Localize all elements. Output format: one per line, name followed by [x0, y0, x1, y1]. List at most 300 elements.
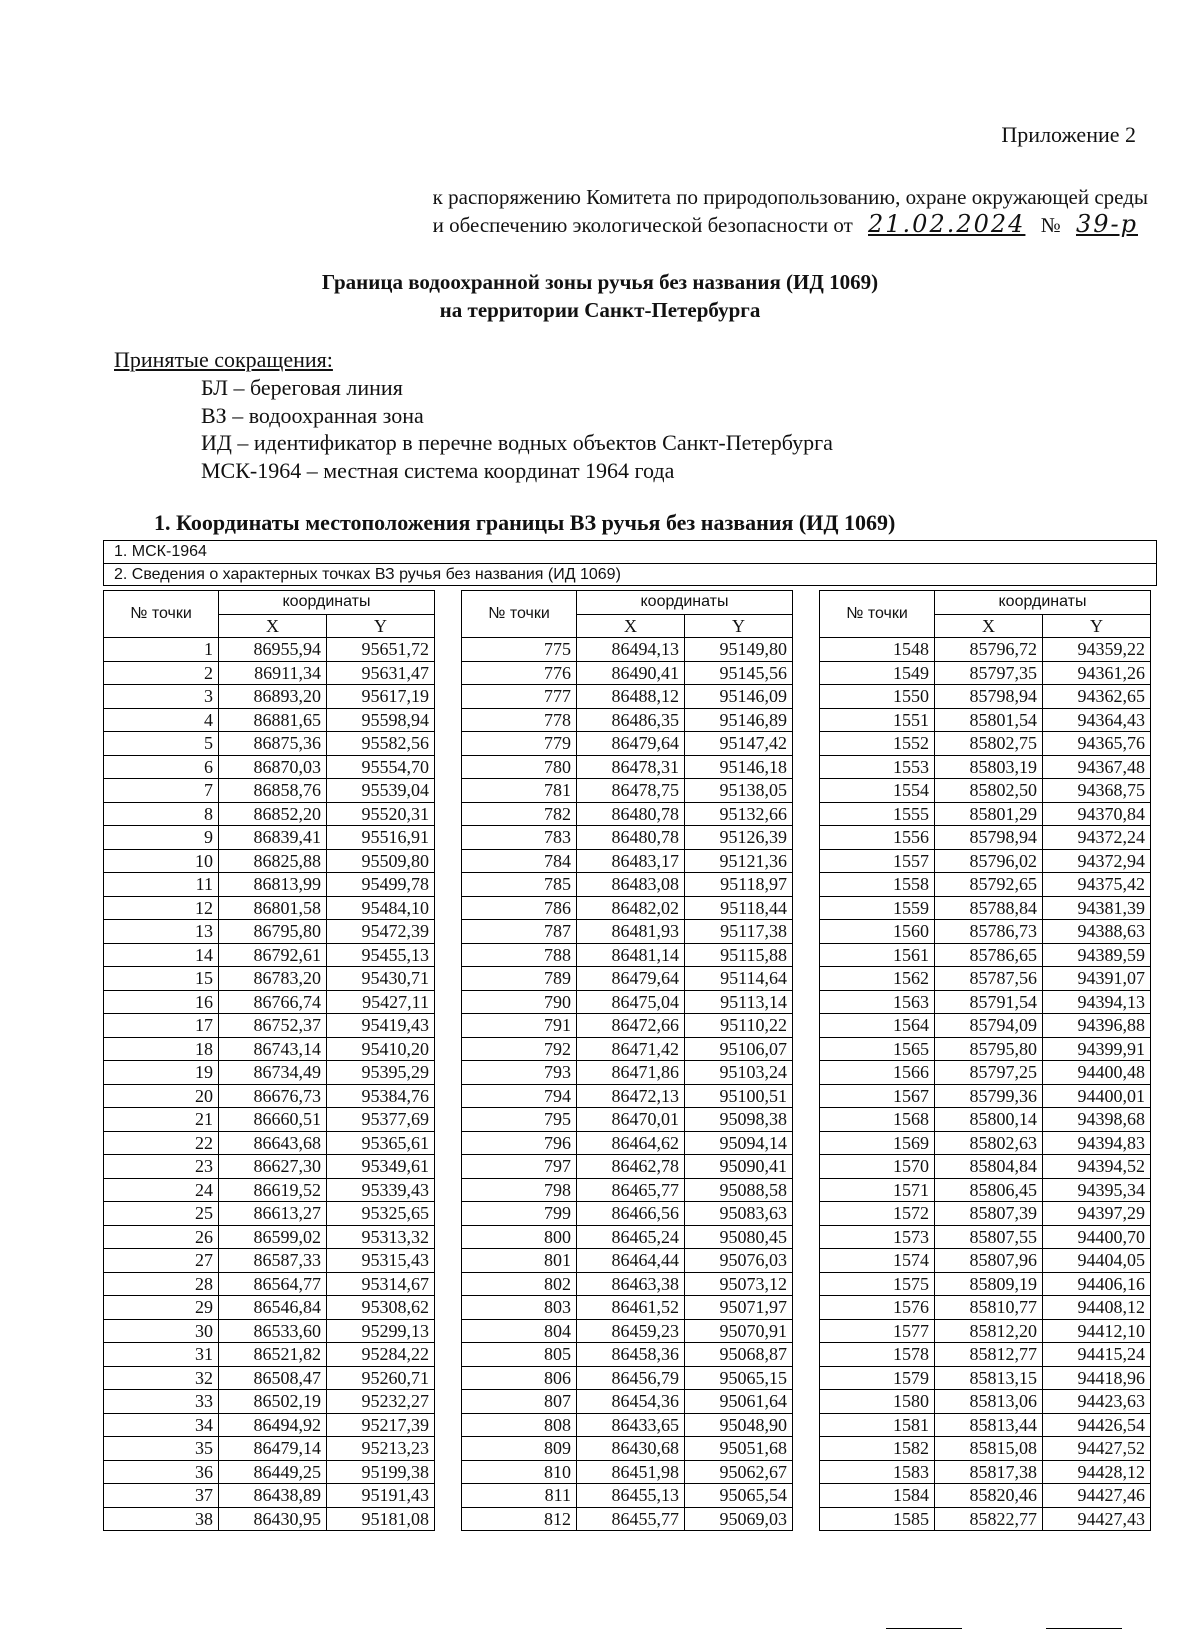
y-coordinate-cell: 95520,31: [327, 802, 435, 826]
y-coordinate-cell: 95260,71: [327, 1366, 435, 1390]
y-coordinate-cell: 94397,29: [1043, 1202, 1151, 1226]
x-coordinate-cell: 86795,80: [219, 920, 327, 944]
point-number-cell: 1564: [820, 1014, 935, 1038]
point-number-cell: 793: [462, 1061, 577, 1085]
y-coordinate-cell: 95071,97: [685, 1296, 793, 1320]
order-line-2-text: и обеспечению экологической безопасности от: [432, 213, 853, 237]
x-coordinate-cell: 85787,56: [935, 967, 1043, 991]
abbreviation-item: БЛ – береговая линия: [201, 375, 403, 400]
x-coordinate-cell: 86766,74: [219, 990, 327, 1014]
y-coordinate-cell: 94394,83: [1043, 1131, 1151, 1155]
x-coordinate-cell: 86627,30: [219, 1155, 327, 1179]
point-number-cell: 794: [462, 1084, 577, 1108]
x-coordinate-cell: 85794,09: [935, 1014, 1043, 1038]
y-coordinate-cell: 95083,63: [685, 1202, 793, 1226]
y-coordinate-cell: 95117,38: [685, 920, 793, 944]
x-column-header: X: [577, 614, 685, 638]
x-coordinate-cell: 86459,23: [577, 1319, 685, 1343]
order-line-2: [433, 211, 1148, 239]
coords-column-header: координаты: [935, 591, 1151, 615]
x-coordinate-cell: 86480,78: [577, 802, 685, 826]
x-column-header: X: [935, 614, 1043, 638]
x-coordinate-cell: 86465,77: [577, 1178, 685, 1202]
y-coordinate-cell: 94415,24: [1043, 1343, 1151, 1367]
x-coordinate-cell: 86455,13: [577, 1484, 685, 1508]
y-coordinate-cell: 94423,63: [1043, 1390, 1151, 1414]
x-coordinate-cell: 86801,58: [219, 896, 327, 920]
y-coordinate-cell: 95061,64: [685, 1390, 793, 1414]
table-row: [820, 1484, 1151, 1508]
point-number-cell: 1568: [820, 1108, 935, 1132]
y-coordinate-cell: 95499,78: [327, 873, 435, 897]
x-coordinate-cell: 86472,13: [577, 1084, 685, 1108]
x-coordinate-cell: 85807,39: [935, 1202, 1043, 1226]
point-column-header: № точки: [104, 591, 219, 638]
x-coordinate-cell: 86483,08: [577, 873, 685, 897]
table-row: [104, 1413, 435, 1437]
table-row: [820, 1460, 1151, 1484]
x-coordinate-cell: 86438,89: [219, 1484, 327, 1508]
table-row: [104, 1272, 435, 1296]
x-coordinate-cell: 86456,79: [577, 1366, 685, 1390]
table-row: [820, 849, 1151, 873]
x-coordinate-cell: 85795,80: [935, 1037, 1043, 1061]
point-number-cell: 1582: [820, 1437, 935, 1461]
x-coordinate-cell: 86613,27: [219, 1202, 327, 1226]
point-number-cell: 810: [462, 1460, 577, 1484]
title-line-2: на территории Санкт-Петербурга: [439, 298, 761, 322]
footer-rule: [1046, 1628, 1122, 1629]
point-number-cell: 811: [462, 1484, 577, 1508]
y-coordinate-cell: 95145,56: [685, 661, 793, 685]
table-row: [104, 1460, 435, 1484]
y-coordinate-cell: 95308,62: [327, 1296, 435, 1320]
y-coordinate-cell: 94400,01: [1043, 1084, 1151, 1108]
x-coordinate-cell: 86743,14: [219, 1037, 327, 1061]
table-row: [820, 685, 1151, 709]
y-coordinate-cell: 94396,88: [1043, 1014, 1151, 1038]
point-number-cell: 1572: [820, 1202, 935, 1226]
x-coordinate-cell: 86619,52: [219, 1178, 327, 1202]
table-row: [104, 920, 435, 944]
x-coordinate-cell: 86466,56: [577, 1202, 685, 1226]
y-coordinate-cell: 95651,72: [327, 638, 435, 662]
table-row: [104, 1319, 435, 1343]
x-coordinate-cell: 85792,65: [935, 873, 1043, 897]
point-number-cell: 1562: [820, 967, 935, 991]
y-coordinate-cell: 95126,39: [685, 826, 793, 850]
x-coordinate-cell: 86533,60: [219, 1319, 327, 1343]
coordinates-table-3: [819, 590, 1151, 1531]
y-coordinate-cell: 94361,26: [1043, 661, 1151, 685]
table-row: [820, 1108, 1151, 1132]
table-row: [462, 732, 793, 756]
x-coordinate-cell: 86488,12: [577, 685, 685, 709]
x-coordinate-cell: 86521,82: [219, 1343, 327, 1367]
point-number-cell: 1557: [820, 849, 935, 873]
point-number-cell: 1551: [820, 708, 935, 732]
point-number-cell: 805: [462, 1343, 577, 1367]
point-number-cell: 13: [104, 920, 219, 944]
x-coordinate-cell: 86478,75: [577, 779, 685, 803]
y-coordinate-cell: 94368,75: [1043, 779, 1151, 803]
table-row: [462, 896, 793, 920]
y-coordinate-cell: 95516,91: [327, 826, 435, 850]
point-number-cell: 792: [462, 1037, 577, 1061]
document-title: [0, 268, 1200, 324]
x-coordinate-cell: 86564,77: [219, 1272, 327, 1296]
point-number-cell: 26: [104, 1225, 219, 1249]
point-number-cell: 19: [104, 1061, 219, 1085]
table-row: [462, 1390, 793, 1414]
x-coordinate-cell: 85802,50: [935, 779, 1043, 803]
x-coordinate-cell: 86479,64: [577, 732, 685, 756]
table-row: [104, 1507, 435, 1531]
table-row: [820, 802, 1151, 826]
table-row: [462, 1014, 793, 1038]
x-coordinate-cell: 85788,84: [935, 896, 1043, 920]
table-row: [462, 1366, 793, 1390]
table-row: [820, 1249, 1151, 1273]
point-number-cell: 790: [462, 990, 577, 1014]
x-coordinate-cell: 86486,35: [577, 708, 685, 732]
x-coordinate-cell: 86875,36: [219, 732, 327, 756]
point-number-cell: 778: [462, 708, 577, 732]
table-row: [820, 1155, 1151, 1179]
y-coordinate-cell: 95419,43: [327, 1014, 435, 1038]
x-coordinate-cell: 85801,54: [935, 708, 1043, 732]
point-number-cell: 1581: [820, 1413, 935, 1437]
point-number-cell: 12: [104, 896, 219, 920]
table-row: [104, 779, 435, 803]
x-coordinate-cell: 86839,41: [219, 826, 327, 850]
y-coordinate-cell: 95213,23: [327, 1437, 435, 1461]
y-coordinate-cell: 95598,94: [327, 708, 435, 732]
x-coordinate-cell: 85798,94: [935, 826, 1043, 850]
table-row: [820, 1507, 1151, 1531]
table-row: [820, 638, 1151, 662]
table-row: [820, 732, 1151, 756]
x-coordinate-cell: 85801,29: [935, 802, 1043, 826]
x-coordinate-cell: 85813,06: [935, 1390, 1043, 1414]
abbreviation-item: ИД – идентификатор в перечне водных объектов Санкт-Петербурга: [201, 430, 833, 455]
y-coordinate-cell: 95349,61: [327, 1155, 435, 1179]
y-coordinate-cell: 95110,22: [685, 1014, 793, 1038]
y-coordinate-cell: 95149,80: [685, 638, 793, 662]
y-coordinate-cell: 95065,15: [685, 1366, 793, 1390]
point-number-cell: 1565: [820, 1037, 935, 1061]
table-row: [462, 943, 793, 967]
y-coordinate-cell: 95315,43: [327, 1249, 435, 1273]
y-coordinate-cell: 94427,52: [1043, 1437, 1151, 1461]
y-coordinate-cell: 95138,05: [685, 779, 793, 803]
point-number-cell: 1555: [820, 802, 935, 826]
point-number-cell: 1574: [820, 1249, 935, 1273]
point-number-cell: 1560: [820, 920, 935, 944]
y-coordinate-cell: 94400,70: [1043, 1225, 1151, 1249]
x-coordinate-cell: 85799,36: [935, 1084, 1043, 1108]
table-row: [462, 1296, 793, 1320]
point-number-cell: 808: [462, 1413, 577, 1437]
order-reference: [433, 184, 1148, 239]
table-row: [104, 873, 435, 897]
x-coordinate-cell: 86792,61: [219, 943, 327, 967]
x-coordinate-cell: 86752,37: [219, 1014, 327, 1038]
x-coordinate-cell: 86483,17: [577, 849, 685, 873]
point-number-cell: 28: [104, 1272, 219, 1296]
table-row: [820, 1319, 1151, 1343]
y-coordinate-cell: 94394,13: [1043, 990, 1151, 1014]
y-coordinate-cell: 95118,44: [685, 896, 793, 920]
y-column-header: Y: [685, 614, 793, 638]
table-row: [104, 1084, 435, 1108]
point-number-cell: 795: [462, 1108, 577, 1132]
point-number-cell: 787: [462, 920, 577, 944]
point-number-cell: 5: [104, 732, 219, 756]
table-row: [104, 638, 435, 662]
point-number-cell: 786: [462, 896, 577, 920]
y-coordinate-cell: 95484,10: [327, 896, 435, 920]
table-row: [820, 1413, 1151, 1437]
table-row: [104, 1178, 435, 1202]
point-number-cell: 1567: [820, 1084, 935, 1108]
point-number-cell: 1548: [820, 638, 935, 662]
x-coordinate-cell: 86461,52: [577, 1296, 685, 1320]
x-coordinate-cell: 86482,02: [577, 896, 685, 920]
table-row: [820, 1131, 1151, 1155]
x-coordinate-cell: 85798,94: [935, 685, 1043, 709]
table-row: [820, 943, 1151, 967]
y-coordinate-cell: 95299,13: [327, 1319, 435, 1343]
x-coordinate-cell: 85797,25: [935, 1061, 1043, 1085]
x-coordinate-cell: 85800,14: [935, 1108, 1043, 1132]
table-row: [104, 708, 435, 732]
point-number-cell: 782: [462, 802, 577, 826]
x-coordinate-cell: 85813,44: [935, 1413, 1043, 1437]
table-row: [462, 967, 793, 991]
point-number-cell: 6: [104, 755, 219, 779]
y-coordinate-cell: 95365,61: [327, 1131, 435, 1155]
x-coordinate-cell: 86660,51: [219, 1108, 327, 1132]
point-number-cell: 803: [462, 1296, 577, 1320]
table-row: [104, 685, 435, 709]
table-row: [104, 943, 435, 967]
x-coordinate-cell: 86480,78: [577, 826, 685, 850]
y-coordinate-cell: 95080,45: [685, 1225, 793, 1249]
point-number-cell: 1583: [820, 1460, 935, 1484]
y-coordinate-cell: 94364,43: [1043, 708, 1151, 732]
x-coordinate-cell: 86465,24: [577, 1225, 685, 1249]
x-coordinate-cell: 85786,73: [935, 920, 1043, 944]
footer-rule: [886, 1628, 962, 1629]
table-row: [820, 1084, 1151, 1108]
y-coordinate-cell: 94365,76: [1043, 732, 1151, 756]
table-row: [104, 1296, 435, 1320]
point-number-cell: 2: [104, 661, 219, 685]
y-coordinate-cell: 95509,80: [327, 849, 435, 873]
y-coordinate-cell: 95146,89: [685, 708, 793, 732]
x-coordinate-cell: 86858,76: [219, 779, 327, 803]
point-number-cell: 1584: [820, 1484, 935, 1508]
table-row: [104, 849, 435, 873]
table-row: [104, 732, 435, 756]
table-row: [462, 1108, 793, 1132]
point-number-cell: 800: [462, 1225, 577, 1249]
x-coordinate-cell: 85802,75: [935, 732, 1043, 756]
point-number-cell: 812: [462, 1507, 577, 1531]
y-coordinate-cell: 94408,12: [1043, 1296, 1151, 1320]
x-coordinate-cell: 85796,02: [935, 849, 1043, 873]
point-number-cell: 1578: [820, 1343, 935, 1367]
table-row: [820, 1061, 1151, 1085]
y-coordinate-cell: 94406,16: [1043, 1272, 1151, 1296]
order-date: 21.02.2024: [868, 210, 1026, 238]
y-coordinate-cell: 95430,71: [327, 967, 435, 991]
y-column-header: Y: [1043, 614, 1151, 638]
y-coordinate-cell: 95339,43: [327, 1178, 435, 1202]
y-coordinate-cell: 95395,29: [327, 1061, 435, 1085]
y-coordinate-cell: 94398,68: [1043, 1108, 1151, 1132]
table-row: [104, 755, 435, 779]
y-coordinate-cell: 95114,64: [685, 967, 793, 991]
abbreviations-list: [201, 374, 833, 484]
table-row: [104, 1202, 435, 1226]
x-coordinate-cell: 85809,19: [935, 1272, 1043, 1296]
table-row: [462, 1272, 793, 1296]
table-row: [104, 1390, 435, 1414]
point-number-cell: 32: [104, 1366, 219, 1390]
x-coordinate-cell: 86587,33: [219, 1249, 327, 1273]
order-line-1: к распоряжению Комитета по природопользованию, охране окружающей среды: [432, 185, 1148, 209]
y-coordinate-cell: 95191,43: [327, 1484, 435, 1508]
y-coordinate-cell: 95147,42: [685, 732, 793, 756]
x-coordinate-cell: 86462,78: [577, 1155, 685, 1179]
point-number-cell: 1558: [820, 873, 935, 897]
table-row: [104, 1108, 435, 1132]
x-coordinate-cell: 86494,92: [219, 1413, 327, 1437]
point-number-cell: 1561: [820, 943, 935, 967]
point-number-cell: 37: [104, 1484, 219, 1508]
table-row: [104, 896, 435, 920]
y-coordinate-cell: 95076,03: [685, 1249, 793, 1273]
y-coordinate-cell: 95582,56: [327, 732, 435, 756]
y-coordinate-cell: 94412,10: [1043, 1319, 1151, 1343]
table-row: [104, 1249, 435, 1273]
y-coordinate-cell: 95617,19: [327, 685, 435, 709]
table-row: [462, 1131, 793, 1155]
y-coordinate-cell: 95094,14: [685, 1131, 793, 1155]
x-coordinate-cell: 86433,65: [577, 1413, 685, 1437]
table-row: [462, 1202, 793, 1226]
point-number-cell: 1580: [820, 1390, 935, 1414]
y-coordinate-cell: 94399,91: [1043, 1037, 1151, 1061]
table-row: [462, 1155, 793, 1179]
point-number-cell: 1573: [820, 1225, 935, 1249]
x-coordinate-cell: 86813,99: [219, 873, 327, 897]
y-coordinate-cell: 94375,42: [1043, 873, 1151, 897]
y-coordinate-cell: 95132,66: [685, 802, 793, 826]
x-coordinate-cell: 86734,49: [219, 1061, 327, 1085]
x-coordinate-cell: 86463,38: [577, 1272, 685, 1296]
point-number-cell: 14: [104, 943, 219, 967]
x-coordinate-cell: 86881,65: [219, 708, 327, 732]
y-coordinate-cell: 94372,94: [1043, 849, 1151, 873]
point-number-cell: 3: [104, 685, 219, 709]
point-number-cell: 788: [462, 943, 577, 967]
coordinates-table-2: [461, 590, 793, 1531]
point-number-cell: 38: [104, 1507, 219, 1531]
table-row: [462, 1413, 793, 1437]
point-column-header: № точки: [820, 591, 935, 638]
point-number-cell: 35: [104, 1437, 219, 1461]
x-coordinate-cell: 85802,63: [935, 1131, 1043, 1155]
x-coordinate-cell: 86508,47: [219, 1366, 327, 1390]
y-coordinate-cell: 95554,70: [327, 755, 435, 779]
table-row: [820, 779, 1151, 803]
point-column-header: № точки: [462, 591, 577, 638]
table-row: [820, 826, 1151, 850]
y-coordinate-cell: 95113,14: [685, 990, 793, 1014]
section-title: 1. Координаты местоположения границы ВЗ ручья без названия (ИД 1069): [154, 510, 896, 535]
table-row: [104, 1225, 435, 1249]
x-coordinate-cell: 86676,73: [219, 1084, 327, 1108]
x-coordinate-cell: 85812,77: [935, 1343, 1043, 1367]
point-number-cell: 1579: [820, 1366, 935, 1390]
y-coordinate-cell: 95100,51: [685, 1084, 793, 1108]
point-number-cell: 798: [462, 1178, 577, 1202]
point-number-cell: 10: [104, 849, 219, 873]
point-number-cell: 807: [462, 1390, 577, 1414]
x-coordinate-cell: 85804,84: [935, 1155, 1043, 1179]
x-coordinate-cell: 86454,36: [577, 1390, 685, 1414]
y-column-header: Y: [327, 614, 435, 638]
y-coordinate-cell: 94428,12: [1043, 1460, 1151, 1484]
point-number-cell: 1: [104, 638, 219, 662]
point-number-cell: 1553: [820, 755, 935, 779]
point-number-cell: 797: [462, 1155, 577, 1179]
x-coordinate-cell: 86479,64: [577, 967, 685, 991]
y-coordinate-cell: 95088,58: [685, 1178, 793, 1202]
y-coordinate-cell: 94400,48: [1043, 1061, 1151, 1085]
y-coordinate-cell: 95073,12: [685, 1272, 793, 1296]
point-number-cell: 16: [104, 990, 219, 1014]
table-row: [462, 1249, 793, 1273]
y-coordinate-cell: 94381,39: [1043, 896, 1151, 920]
table-row: [820, 755, 1151, 779]
x-coordinate-cell: 86475,04: [577, 990, 685, 1014]
x-coordinate-cell: 85803,19: [935, 755, 1043, 779]
table-row: [104, 990, 435, 1014]
x-coordinate-cell: 86455,77: [577, 1507, 685, 1531]
y-coordinate-cell: 94391,07: [1043, 967, 1151, 991]
x-coordinate-cell: 86546,84: [219, 1296, 327, 1320]
table-row: [104, 661, 435, 685]
y-coordinate-cell: 95217,39: [327, 1413, 435, 1437]
table-row: [462, 661, 793, 685]
table-row: [820, 920, 1151, 944]
y-coordinate-cell: 95314,67: [327, 1272, 435, 1296]
point-number-cell: 29: [104, 1296, 219, 1320]
table-row: [462, 779, 793, 803]
y-coordinate-cell: 95631,47: [327, 661, 435, 685]
point-number-cell: 31: [104, 1343, 219, 1367]
y-coordinate-cell: 94370,84: [1043, 802, 1151, 826]
table-row: [462, 1061, 793, 1085]
x-coordinate-cell: 86464,62: [577, 1131, 685, 1155]
table-row: [462, 802, 793, 826]
x-coordinate-cell: 85822,77: [935, 1507, 1043, 1531]
y-coordinate-cell: 94367,48: [1043, 755, 1151, 779]
